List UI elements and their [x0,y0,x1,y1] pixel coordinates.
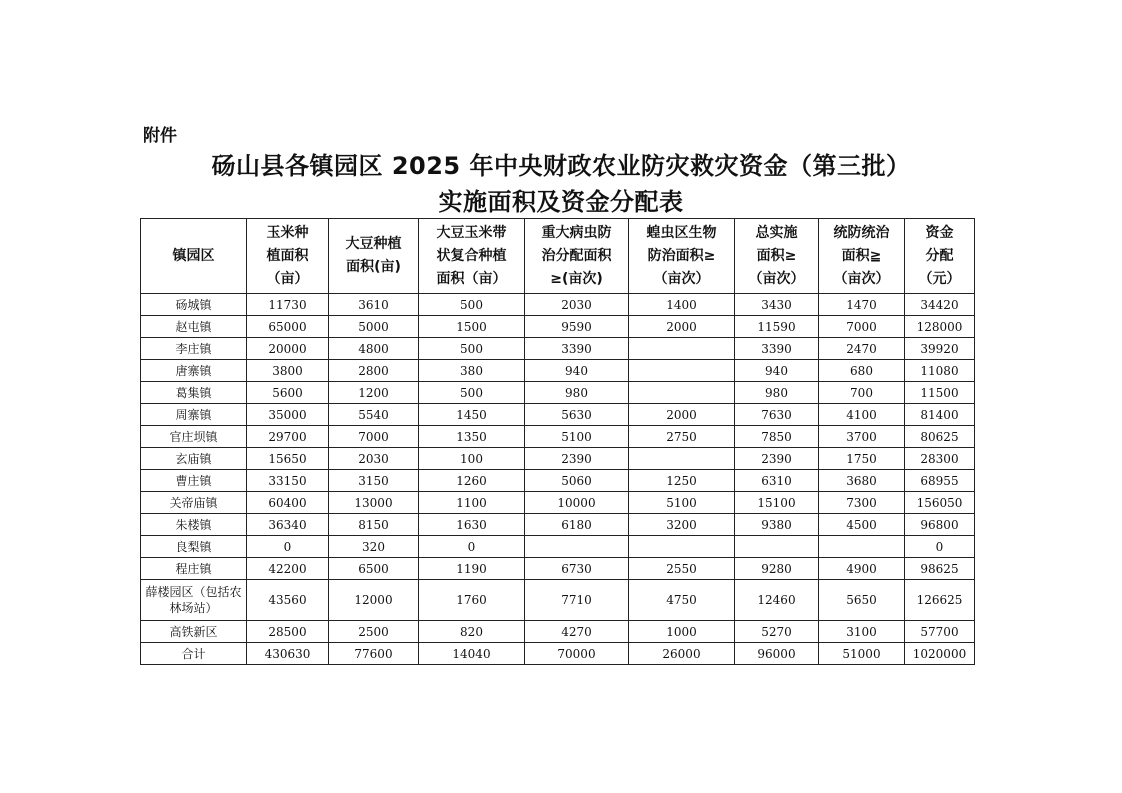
value-cell: 7630 [735,404,819,426]
value-cell [735,536,819,558]
value-cell: 1020000 [905,643,975,665]
value-cell: 1100 [419,492,525,514]
value-cell: 81400 [905,404,975,426]
value-cell: 80625 [905,426,975,448]
value-cell: 126625 [905,580,975,621]
value-cell: 3430 [735,294,819,316]
value-cell: 3680 [819,470,905,492]
table-header-row [141,219,975,294]
value-cell: 2390 [525,448,629,470]
value-cell: 3100 [819,621,905,643]
value-cell: 34420 [905,294,975,316]
table-row [141,621,975,643]
town-name-cell: 程庄镇 [141,558,247,580]
value-cell: 4900 [819,558,905,580]
value-cell: 12460 [735,580,819,621]
value-cell: 7000 [329,426,419,448]
value-cell: 980 [525,382,629,404]
value-cell: 2390 [735,448,819,470]
value-cell: 3150 [329,470,419,492]
value-cell: 7000 [819,316,905,338]
town-name-cell: 曹庄镇 [141,470,247,492]
table-row [141,514,975,536]
value-cell: 500 [419,338,525,360]
column-header-line: （亩） [266,270,309,287]
value-cell: 5270 [735,621,819,643]
value-cell: 3390 [525,338,629,360]
town-name-cell: 葛集镇 [141,382,247,404]
value-cell: 700 [819,382,905,404]
value-cell: 1470 [819,294,905,316]
value-cell: 7300 [819,492,905,514]
table-row [141,404,975,426]
value-cell: 2030 [525,294,629,316]
town-name-cell: 玄庙镇 [141,448,247,470]
value-cell: 3200 [629,514,735,536]
value-cell: 5100 [629,492,735,514]
value-cell: 2000 [629,404,735,426]
town-name-cell: 合计 [141,643,247,665]
value-cell: 43560 [247,580,329,621]
value-cell: 1500 [419,316,525,338]
value-cell: 68955 [905,470,975,492]
value-cell: 980 [735,382,819,404]
value-cell: 2550 [629,558,735,580]
value-cell: 128000 [905,316,975,338]
value-cell: 5630 [525,404,629,426]
town-name-cell: 高铁新区 [141,621,247,643]
column-header-line: 分配 [925,247,954,264]
value-cell: 96000 [735,643,819,665]
value-cell: 33150 [247,470,329,492]
value-cell: 1350 [419,426,525,448]
value-cell: 4800 [329,338,419,360]
column-header-line: 面积≧ [841,247,882,264]
column-header [735,219,819,294]
value-cell: 26000 [629,643,735,665]
town-name-cell: 良梨镇 [141,536,247,558]
value-cell: 2030 [329,448,419,470]
town-name-cell: 赵屯镇 [141,316,247,338]
value-cell: 6310 [735,470,819,492]
table-row [141,382,975,404]
table-row [141,338,975,360]
value-cell: 4100 [819,404,905,426]
value-cell: 2800 [329,360,419,382]
value-cell: 5540 [329,404,419,426]
column-header [329,219,419,294]
document-title-line-1: 砀山县各镇园区 2025 年中央财政农业防灾救灾资金（第三批） [211,152,911,180]
table-row [141,470,975,492]
town-name-cell: 周寨镇 [141,404,247,426]
value-cell: 70000 [525,643,629,665]
document-title-line-2: 实施面积及资金分配表 [438,188,684,216]
value-cell [629,448,735,470]
value-cell: 320 [329,536,419,558]
value-cell: 12000 [329,580,419,621]
value-cell: 2470 [819,338,905,360]
column-header-line: 总实施 [755,224,798,241]
value-cell: 680 [819,360,905,382]
value-cell: 430630 [247,643,329,665]
value-cell [629,536,735,558]
value-cell: 1450 [419,404,525,426]
column-header-line: （亩次） [833,270,890,287]
value-cell: 1760 [419,580,525,621]
value-cell: 5060 [525,470,629,492]
column-header-line: 镇园区 [172,247,215,264]
table-row [141,536,975,558]
town-name-cell: 砀城镇 [141,294,247,316]
column-header-line: 防治面积≥ [647,247,716,264]
value-cell: 6180 [525,514,629,536]
town-name-cell: 薛楼园区（包括农林场站） [141,580,247,621]
value-cell: 35000 [247,404,329,426]
table-row [141,558,975,580]
column-header [525,219,629,294]
value-cell [819,536,905,558]
value-cell [629,382,735,404]
value-cell: 60400 [247,492,329,514]
value-cell: 6730 [525,558,629,580]
column-header [419,219,525,294]
value-cell: 3390 [735,338,819,360]
value-cell: 4750 [629,580,735,621]
value-cell: 1630 [419,514,525,536]
value-cell: 96800 [905,514,975,536]
table-row [141,448,975,470]
value-cell: 3700 [819,426,905,448]
attachment-label: 附件 [143,126,177,146]
value-cell: 5650 [819,580,905,621]
value-cell: 7710 [525,580,629,621]
value-cell: 0 [247,536,329,558]
value-cell: 0 [419,536,525,558]
value-cell: 11080 [905,360,975,382]
value-cell: 20000 [247,338,329,360]
column-header-line: 统防统治 [833,224,890,241]
value-cell: 39920 [905,338,975,360]
value-cell: 1200 [329,382,419,404]
value-cell: 380 [419,360,525,382]
value-cell: 100 [419,448,525,470]
value-cell: 3800 [247,360,329,382]
column-header-line: ≥(亩次) [550,270,603,287]
value-cell: 500 [419,294,525,316]
value-cell: 5600 [247,382,329,404]
town-name-cell: 关帝庙镇 [141,492,247,514]
value-cell: 9590 [525,316,629,338]
column-header-line: 大豆玉米带 [436,224,507,241]
value-cell: 2500 [329,621,419,643]
value-cell [629,338,735,360]
value-cell: 9380 [735,514,819,536]
value-cell: 1000 [629,621,735,643]
table-row [141,492,975,514]
value-cell: 4500 [819,514,905,536]
value-cell: 8150 [329,514,419,536]
value-cell: 65000 [247,316,329,338]
town-name-cell: 官庄坝镇 [141,426,247,448]
column-header-line: 治分配面积 [541,247,612,264]
value-cell: 1250 [629,470,735,492]
table-row [141,426,975,448]
value-cell: 11500 [905,382,975,404]
value-cell: 10000 [525,492,629,514]
table-row [141,360,975,382]
column-header-line: （亩次） [653,270,710,287]
total-row [141,643,975,665]
allocation-table [140,218,975,665]
column-header-line: 面积≥ [756,247,797,264]
value-cell: 1190 [419,558,525,580]
value-cell: 57700 [905,621,975,643]
value-cell: 28500 [247,621,329,643]
column-header [141,219,247,294]
value-cell: 4270 [525,621,629,643]
value-cell: 42200 [247,558,329,580]
value-cell: 940 [525,360,629,382]
column-header-line: （亩次） [748,270,805,287]
value-cell: 1260 [419,470,525,492]
value-cell: 14040 [419,643,525,665]
value-cell: 15100 [735,492,819,514]
value-cell: 5100 [525,426,629,448]
value-cell [525,536,629,558]
table-row [141,294,975,316]
value-cell: 500 [419,382,525,404]
column-header [247,219,329,294]
value-cell: 11730 [247,294,329,316]
column-header-line: 状复合种植 [436,247,507,264]
column-header [905,219,975,294]
column-header-line: 面积(亩) [346,259,401,275]
column-header-line: 植面积 [266,247,309,264]
value-cell: 940 [735,360,819,382]
value-cell: 820 [419,621,525,643]
value-cell: 1400 [629,294,735,316]
value-cell: 29700 [247,426,329,448]
town-name-cell: 唐寨镇 [141,360,247,382]
value-cell: 13000 [329,492,419,514]
column-header [819,219,905,294]
column-header-line: 蝗虫区生物 [646,224,717,241]
value-cell: 51000 [819,643,905,665]
column-header-line: 资金 [925,224,954,241]
column-header-line: 大豆种植 [345,236,402,252]
value-cell: 36340 [247,514,329,536]
value-cell [629,360,735,382]
value-cell: 3610 [329,294,419,316]
table-row [141,580,975,621]
table-body [141,294,975,665]
value-cell: 77600 [329,643,419,665]
column-header-line: （元） [918,270,961,287]
value-cell: 28300 [905,448,975,470]
value-cell: 2000 [629,316,735,338]
value-cell: 6500 [329,558,419,580]
column-header-line: 重大病虫防 [541,224,612,241]
value-cell: 0 [905,536,975,558]
column-header-line: 玉米种 [266,224,309,241]
value-cell: 98625 [905,558,975,580]
value-cell: 15650 [247,448,329,470]
value-cell: 1750 [819,448,905,470]
value-cell: 5000 [329,316,419,338]
value-cell: 2750 [629,426,735,448]
column-header-line: 面积（亩） [436,270,507,287]
column-header [629,219,735,294]
town-name-cell: 李庄镇 [141,338,247,360]
value-cell: 156050 [905,492,975,514]
value-cell: 7850 [735,426,819,448]
table-row [141,316,975,338]
town-name-cell: 朱楼镇 [141,514,247,536]
value-cell: 9280 [735,558,819,580]
value-cell: 11590 [735,316,819,338]
